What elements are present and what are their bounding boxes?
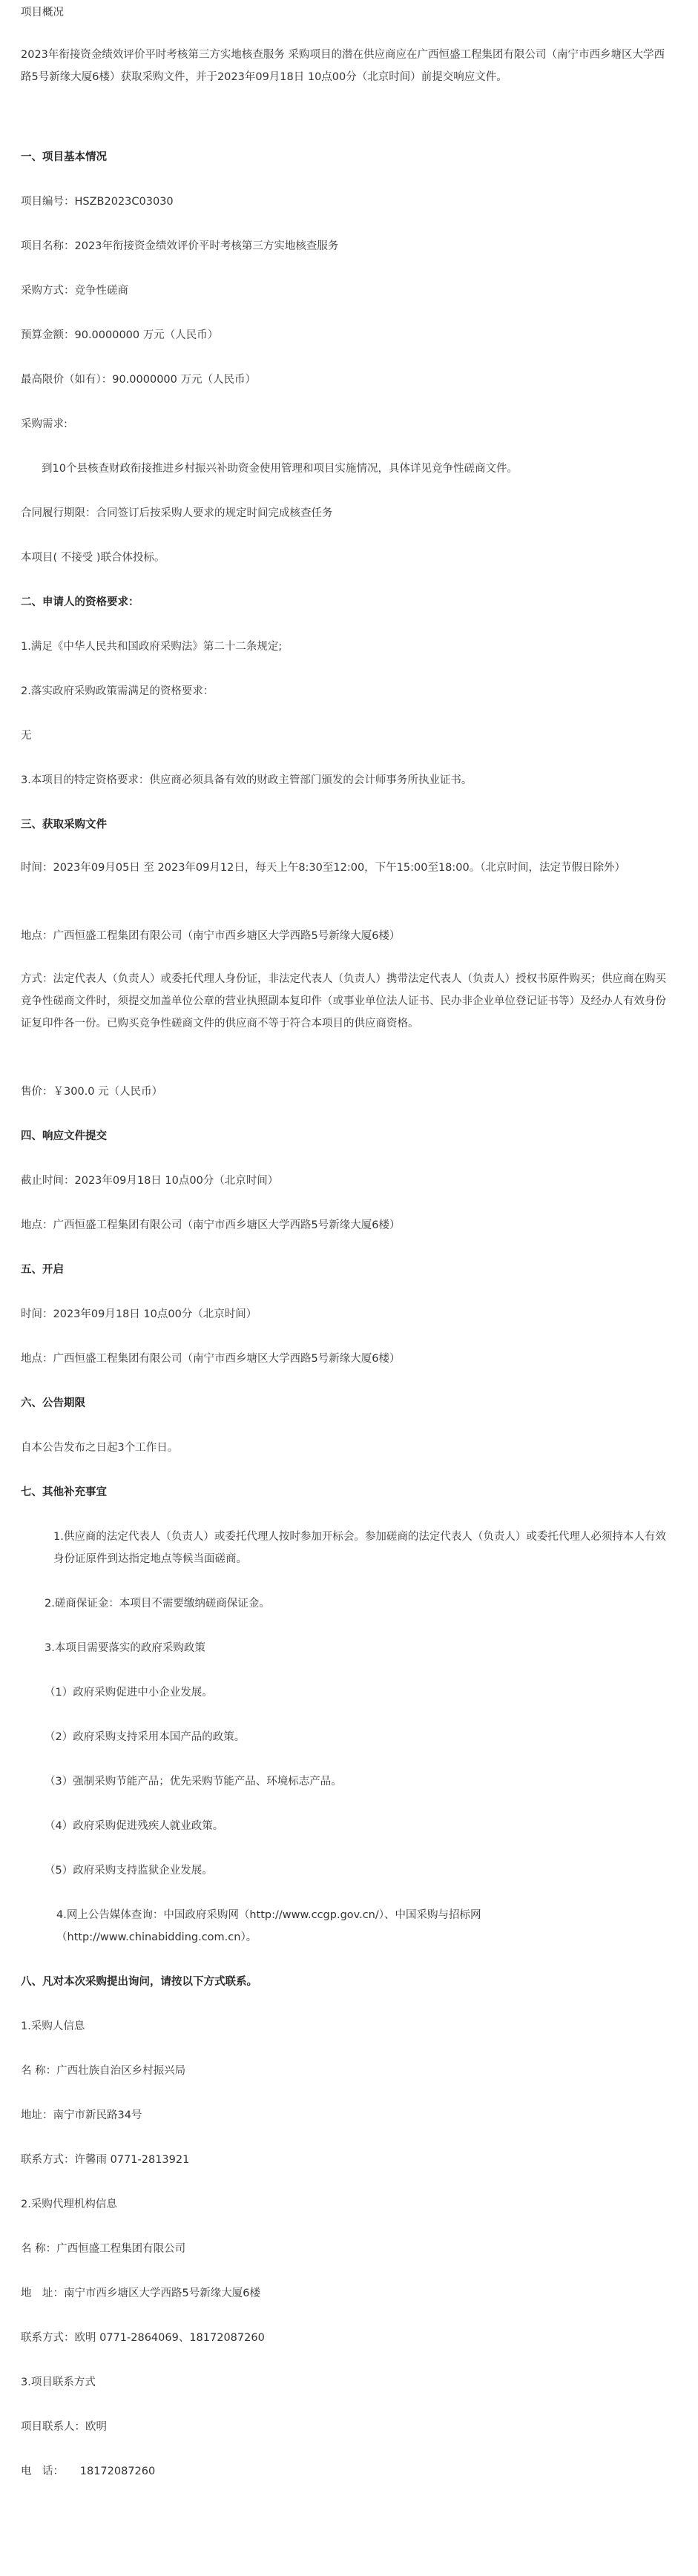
buyer-address: 地址：南宁市新民路34号: [21, 2109, 142, 2121]
project-name: 项目名称：2023年衔接资金绩效评价平时考核第三方实地核查服务: [21, 240, 339, 252]
contract-period: 合同履行期限：合同签订后按采购人要求的规定时间完成核查任务: [21, 507, 333, 519]
agency-contact: 联系方式：欧明 0771-2864069、18172087260: [21, 2332, 265, 2344]
supplement-item-2: 2.磋商保证金：本项目不需要缴纳磋商保证金。: [45, 1598, 270, 1610]
agency-label: 2.采购代理机构信息: [21, 2198, 117, 2210]
demand-text: 到10个县核查财政衔接推进乡村振兴补助资金使用管理和项目实施情况，具体详见竞争性磋商文件。: [42, 463, 518, 475]
submission-deadline: 截止时间：2023年09月18日 10点00分（北京时间）: [21, 1175, 279, 1187]
supplement-item-4: 4.网上公告媒体查询：中国政府采购网（http://www.ccgp.gov.cn/）、中国采购与招标网（http://www.chinabidding.com.cn）。: [56, 1909, 481, 1943]
overview-title: 项目概况: [21, 7, 64, 19]
policy-2: （2）政府采购支持采用本国产品的政策。: [45, 1731, 246, 1743]
qualification-item-2: 2.落实政府采购政策需满足的资格要求：: [21, 685, 214, 697]
buyer-contact: 联系方式：许馨雨 0771-2813921: [21, 2154, 190, 2166]
supplement-item-1: 1.供应商的法定代表人（负责人）或委托代理人按时参加开标会。参加磋商的法定代表人（负责人）或委托代理人必须持本人有效身份证原件到达指定地点等候当面磋商。: [53, 1531, 666, 1565]
section8-heading: 八、凡对本次采购提出询问，请按以下方式联系。: [21, 1976, 257, 1988]
qualification-item-3: 3.本项目的特定资格要求：供应商必须具备有效的财政主管部门颁发的会计师事务所执业证书。: [21, 774, 473, 786]
budget-amount: 预算金额：90.0000000 万元（人民币）: [21, 329, 219, 341]
agency-address: 地 址：南宁市西乡塘区大学西路5号新缘大厦6楼: [21, 2287, 260, 2299]
section3-heading: 三、获取采购文件: [21, 819, 107, 831]
document-price: 售价：￥300.0 元（人民币）: [21, 1086, 163, 1098]
section7-heading: 七、其他补充事宜: [21, 1486, 107, 1498]
demand-label: 采购需求:: [21, 418, 68, 430]
notice-period: 自本公告发布之日起3个工作日。: [21, 1442, 179, 1454]
supplement-item-3: 3.本项目需要落实的政府采购政策: [45, 1642, 205, 1654]
section1-heading: 一、项目基本情况: [21, 151, 107, 163]
consortium-note: 本项目( 不接受 )联合体投标。: [21, 552, 165, 564]
policy-3: （3）强制采购节能产品；优先采购节能产品、环境标志产品。: [45, 1776, 342, 1788]
policy-1: （1）政府采购促进中小企业发展。: [45, 1687, 213, 1699]
project-contact-person: 项目联系人：欧明: [21, 2421, 107, 2433]
project-number: 项目编号：HSZB2023C03030: [21, 196, 174, 208]
opening-time: 时间：2023年09月18日 10点00分（北京时间）: [21, 1308, 257, 1320]
agency-name: 名 称：广西恒盛工程集团有限公司: [21, 2243, 186, 2255]
buyer-name: 名 称：广西壮族自治区乡村振兴局: [21, 2065, 186, 2077]
section6-heading: 六、公告期限: [21, 1397, 85, 1409]
obtain-place: 地点：广西恒盛工程集团有限公司（南宁市西乡塘区大学西路5号新缘大厦6楼）: [21, 930, 401, 942]
overview-text: 2023年衔接资金绩效评价平时考核第三方实地核查服务 采购项目的潜在供应商应在广西恒盛工程集团有限公司（南宁市西乡塘区大学西路5号新缘大厦6楼）获取采购文件，并于2023年09月18日 10点00分（北京时间）前提交响应文件。: [21, 49, 665, 83]
section5-heading: 五、开启: [21, 1264, 64, 1276]
obtain-time: 时间：2023年09月05日 至 2023年09月12日，每天上午8:30至12:00，下午15:00至18:00。（北京时间，法定节假日除外）: [21, 862, 625, 874]
submission-place: 地点：广西恒盛工程集团有限公司（南宁市西乡塘区大学西路5号新缘大厦6楼）: [21, 1219, 401, 1231]
policy-5: （5）政府采购支持监狱企业发展。: [45, 1865, 213, 1877]
project-contact-label: 3.项目联系方式: [21, 2376, 96, 2388]
project-contact-phone: 电 话： 18172087260: [21, 2465, 156, 2477]
qualification-item-1: 1.满足《中华人民共和国政府采购法》第二十二条规定;: [21, 641, 283, 653]
procurement-method: 采购方式：竞争性磋商: [21, 285, 128, 297]
obtain-way: 方式：法定代表人（负责人）或委托代理人身份证，非法定代表人（负责人）携带法定代表人（负责人）授权书原件购买；供应商在购买竞争性磋商文件时，须提交加盖单位公章的营业执照副本复印件（或事业单位法人证书、民办非企业单位登记证书等）及经办人有效身份证复印件各一份。已购买竞争性磋商文件的供应商不等于符合本项目的供应商资格。: [21, 973, 666, 1030]
section4-heading: 四、响应文件提交: [21, 1130, 107, 1142]
section2-heading: 二、申请人的资格要求：: [21, 596, 139, 608]
opening-place: 地点：广西恒盛工程集团有限公司（南宁市西乡塘区大学西路5号新缘大厦6楼）: [21, 1353, 401, 1365]
qualification-none: 无: [21, 730, 32, 742]
max-price: 最高限价（如有）：90.0000000 万元（人民币）: [21, 374, 256, 386]
buyer-label: 1.采购人信息: [21, 2020, 85, 2032]
policy-4: （4）政府采购促进残疾人就业政策。: [45, 1820, 224, 1832]
